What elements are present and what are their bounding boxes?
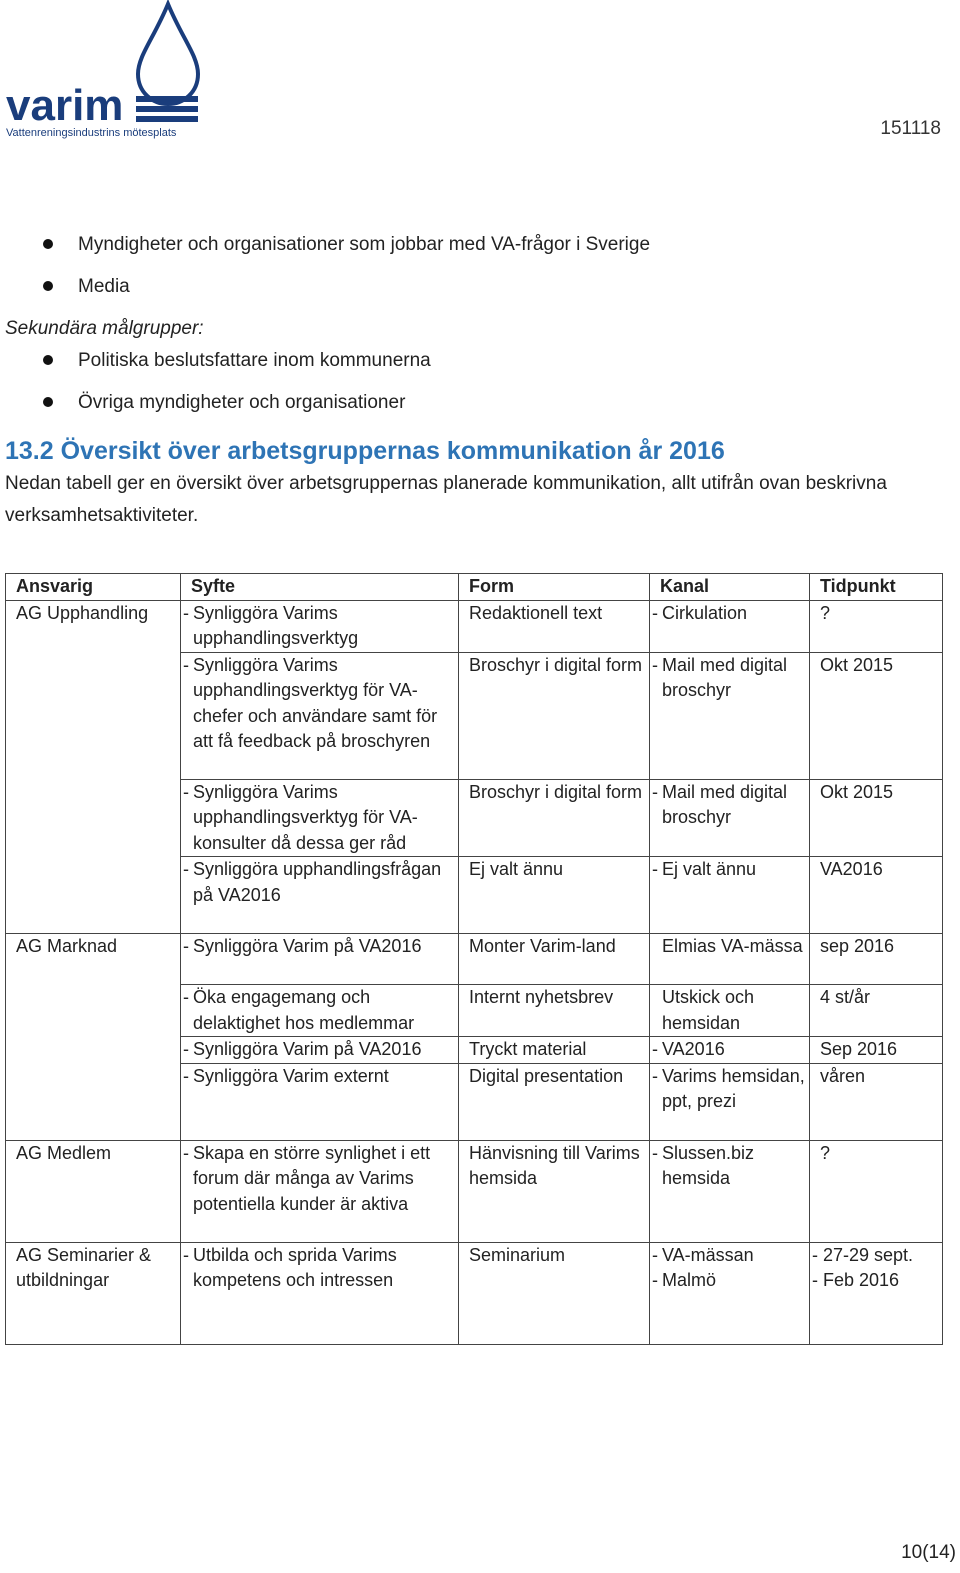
cell-form: Hänvisning till Varims hemsida [459,1140,650,1242]
section-heading: 13.2 Översikt över arbetsgruppernas kommunikation år 2016 [5,437,725,465]
logo-wordmark: varim [6,81,124,130]
table-row [6,934,943,985]
cell-form: Broschyr i digital form [459,652,650,779]
table-row [6,1037,943,1064]
cell-ansvarig [6,1063,181,1140]
bullet-icon [43,355,53,365]
page-number: 10(14) [901,1542,956,1563]
document-number: 151118 [880,118,941,139]
section-intro: Nedan tabell ger en översikt över arbetsgruppernas planerade kommunikation, allt utifrån ovan beskrivna verksamhetsaktiviteter. [5,473,887,526]
cell-tidpunkt: ? [810,600,943,652]
list-item: Övriga myndigheter och organisationer [5,390,950,432]
logo-tagline: Vattenreningsindustrins mötesplats [6,127,177,139]
table-body [6,600,943,1344]
cell-syfte: - Utbilda och sprida Varims kompetens och intressen [181,1242,459,1344]
cell-syfte: - Synliggöra Varim externt [181,1063,459,1140]
cell-kanal: - Mail med digital broschyr [650,652,810,779]
header-form: Form [459,574,650,601]
header-tidpunkt: Tidpunkt [810,574,943,601]
cell-form: Redaktionell text [459,600,650,652]
cell-kanal: - VA-mässan - Malmö [650,1242,810,1344]
cell-ansvarig: AG Medlem [6,1140,181,1242]
cell-tidpunkt: - 27-29 sept. - Feb 2016 [810,1242,943,1344]
cell-form: Digital presentation [459,1063,650,1140]
table-row [6,779,943,857]
list-item: Media [5,274,950,306]
cell-kanal: - Ej valt ännu [650,857,810,934]
cell-tidpunkt: Okt 2015 [810,779,943,857]
cell-syfte: - Synliggöra Varims upphandlingsverktyg för VA-konsulter då dessa ger råd [181,779,459,857]
cell-kanal: Elmias VA-mässa [650,934,810,985]
cell-syfte: - Synliggöra Varims upphandlingsverktyg [181,600,459,652]
cell-ansvarig [6,652,181,779]
varim-logo [2,0,202,140]
cell-kanal: - VA2016 [650,1037,810,1064]
table-row [6,857,943,934]
cell-syfte: - Synliggöra upphandlingsfrågan på VA2016 [181,857,459,934]
cell-ansvarig [6,1037,181,1064]
cell-tidpunkt: ? [810,1140,943,1242]
cell-form: Broschyr i digital form [459,779,650,857]
cell-tidpunkt: 4 st/år [810,985,943,1037]
table-row [6,985,943,1037]
communication-table [5,573,943,1345]
table-row [6,1063,943,1140]
cell-tidpunkt: våren [810,1063,943,1140]
cell-ansvarig: AG Upphandling [6,600,181,652]
cell-ansvarig [6,857,181,934]
cell-form: Ej valt ännu [459,857,650,934]
water-drop-icon [138,4,198,104]
list-item: Myndigheter och organisationer som jobbar med VA-frågor i Sverige [5,232,950,274]
bullet-icon [43,397,53,407]
header-kanal: Kanal [650,574,810,601]
primary-bullet-list [5,232,950,306]
cell-tidpunkt: Okt 2015 [810,652,943,779]
body-content [5,232,950,532]
table-row [6,600,943,652]
table-row [6,652,943,779]
cell-form: Tryckt material [459,1037,650,1064]
header-ansvarig: Ansvarig [6,574,181,601]
cell-kanal: - Cirkulation [650,600,810,652]
table-header-row [6,574,943,601]
cell-ansvarig: AG Marknad [6,934,181,985]
cell-form: Monter Varim-land [459,934,650,985]
table-row [6,1140,943,1242]
cell-ansvarig [6,779,181,857]
cell-syfte: - Synliggöra Varims upphandlingsverktyg för VA-chefer och användare samt för att få feedback på broschyren [181,652,459,779]
header-syfte: Syfte [181,574,459,601]
cell-syfte: - Synliggöra Varim på VA2016 [181,934,459,985]
cell-tidpunkt: VA2016 [810,857,943,934]
table-row [6,1242,943,1344]
cell-syfte: - Skapa en större synlighet i ett forum där många av Varims potentiella kunder är aktiva [181,1140,459,1242]
cell-syfte: - Öka engagemang och delaktighet hos medlemmar [181,985,459,1037]
cell-syfte: - Synliggöra Varim på VA2016 [181,1037,459,1064]
cell-form: Seminarium [459,1242,650,1344]
cell-tidpunkt: sep 2016 [810,934,943,985]
cell-form: Internt nyhetsbrev [459,985,650,1037]
secondary-bullet-list [5,348,950,432]
secondary-target-label: Sekundära målgrupper: [5,318,204,339]
cell-kanal: - Slussen.biz hemsida [650,1140,810,1242]
cell-ansvarig: AG Seminarier & utbildningar [6,1242,181,1344]
cell-kanal: - Varims hemsidan, ppt, prezi [650,1063,810,1140]
cell-ansvarig [6,985,181,1037]
list-item: Politiska beslutsfattare inom kommunerna [5,348,950,390]
bullet-icon [43,239,53,249]
cell-tidpunkt: Sep 2016 [810,1037,943,1064]
bullet-icon [43,281,53,291]
cell-kanal: Utskick och hemsidan [650,985,810,1037]
cell-kanal: - Mail med digital broschyr [650,779,810,857]
